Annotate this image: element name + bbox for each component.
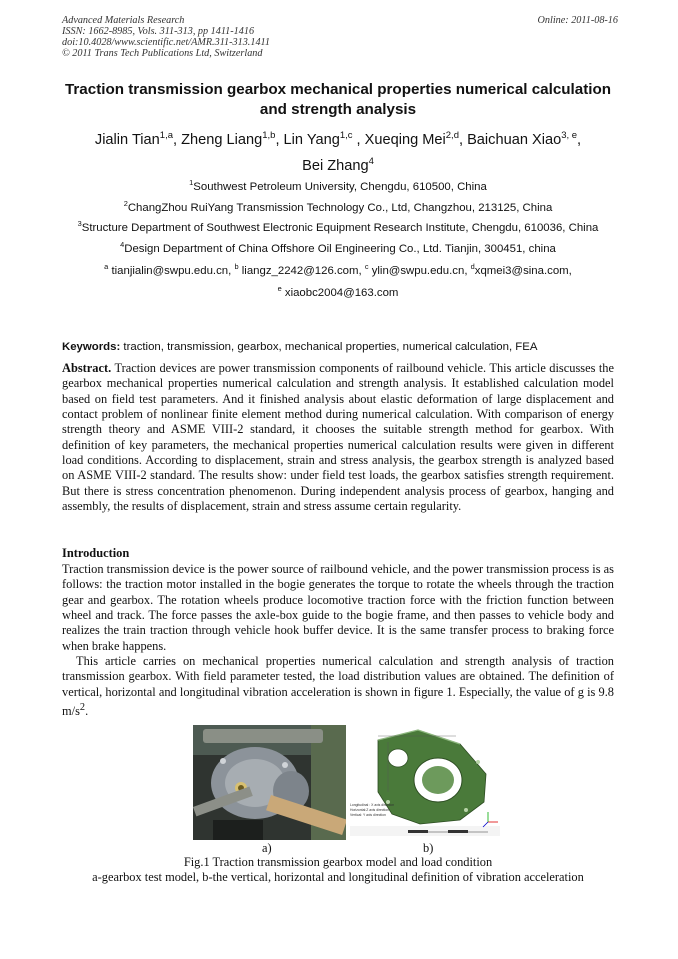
abstract-text: Traction devices are power transmission components of railbound vehicle. This article discusses the gearbox mechanical properties numerical calculation and strength analysis. It established calculation model based on field test parameters. And it finished analysis about elastic deformation of large displacement and contact problem of nonlinear finite element method during numerical calculation. With comparison of energy strength theory and ASME VIII-2 standard, it chooses the suitable strength method for gearbox. With definition of key parameters, the mechanical properties numerical calculation results were given in different load conditions. According to displacement, strain and stress analysis, the gearbox strength is analyzed based on ASME VIII-2 standard. The results show: under field test loads, the gearbox satisfies strength requirement. But there is stress concentration phenomenon. During independent analysis process of gearbox, hanging and assembly, the results of displacement, strain and stress assume certain regularity. [62, 361, 615, 514]
author-sup: 1,b [262, 130, 276, 142]
affiliation-sup: 3 [77, 219, 82, 229]
introduction [62, 562, 614, 720]
gearbox-photo-illustration [193, 725, 346, 840]
intro-heading: Introduction [62, 546, 130, 560]
email-line: $^a$ tianjialin@swpu.edu.cn, $^b$ liangz_2242@126.com, $^c$ ylin@swpu.edu.cn, $^d$xqmei3@sina.com, [104, 262, 572, 277]
keywords-text: traction, transmission, gearbox, mechanical properties, numerical calculation, FEA [123, 341, 538, 353]
intro-paragraph-1: Traction transmission device is the power source of railbound vehicle, and the power transmission process is as follows: the traction motor installed in the bogie generates the torque to rotate the wheels through the traction gear and gearbox. The rotation wheels produce locomotive traction force with the friction function between wheel and track. The force passes the axle-box guide to the bogie frame, and then passes to vehicle body and realizes the train traction through vehicle hook buffer device. It is the same transfer process to braking force when brake happens. [62, 562, 614, 653]
author-name: Jialin Tian [94, 132, 160, 148]
author-name: Bei Zhang [302, 158, 369, 174]
author-sup: 2,d [445, 130, 459, 142]
affiliation [62, 198, 614, 216]
journal-issn: ISSN: 1662-8985, Vols. 311-313, pp 1411-1416 [62, 26, 255, 37]
affiliation-sup: 2 [123, 198, 128, 208]
affiliation-text: Southwest Petroleum University, Chengdu, 610500, China [193, 181, 487, 193]
author-name: Xueqing Mei [364, 132, 446, 148]
affiliation [62, 221, 614, 236]
figure-sublabel-b: b) [423, 841, 434, 855]
email-link[interactable]: tianjialin@swpu.edu.cn [111, 265, 229, 277]
keywords [62, 340, 618, 355]
journal-doi: doi:10.4028/www.scientific.net/AMR.311-313.1411 [62, 37, 270, 48]
intro-period: . [85, 704, 89, 719]
author-name: Zheng Liang [181, 132, 263, 148]
affiliation-sup: 4 [120, 239, 125, 249]
affiliation-text: ChangZhou RuiYang Transmission Technology Co., Ltd, Changzhou, 213125, China [127, 201, 553, 214]
email-sup: a [104, 262, 109, 272]
fe-model-illustration [348, 722, 502, 840]
legend-longitudinal: Longitudinal : X axis direction [350, 803, 395, 807]
email-link[interactable]: xqmei3@sina.com [474, 265, 569, 277]
figure-a-gearbox-photo [193, 725, 346, 840]
legend-horizontal: Horizontal:Z axis direction [350, 808, 390, 812]
email-sup: e [277, 284, 282, 294]
author-name: Baichuan Xiao [467, 132, 562, 148]
intro-paragraph-2-text: This article carries on mechanical properties numerical calculation and strength analysis of traction transmission gearbox. With field parameter tested, the load distribution values are obtained. The definition of vertical, horizontal and longitudinal vibration acceleration is shown in figure 1. Especially, the value of g is 9.8 m/s [62, 654, 614, 719]
affiliation-text: Structure Department of Southwest Electronic Equipment Research Institute, Chengdu, 610036, China [81, 222, 599, 234]
keywords-label: Keywords: [62, 341, 121, 353]
legend-vertical: Vertical: Y axis direction [350, 813, 386, 817]
affiliation [62, 180, 614, 195]
email-link[interactable]: liangz_2242@126.com [241, 265, 359, 277]
intro-paragraph-2 [62, 654, 614, 720]
email-sup: d [470, 262, 475, 272]
intro-sup: 2 [79, 702, 86, 714]
figure-caption [62, 855, 614, 886]
figure-sublabel-a: a) [262, 841, 272, 855]
abstract [62, 361, 614, 514]
affiliations [62, 180, 614, 308]
paper-title: Traction transmission gearbox mechanical properties numerical calculation and strength analysis [64, 81, 612, 118]
caption-line-2: a-gearbox test model, b-the vertical, horizontal and longitudinal definition of vibration acceleration [92, 870, 584, 885]
affiliation [62, 239, 614, 257]
author-sup: 1,c [339, 130, 353, 142]
email-sup: b [234, 262, 239, 272]
email-link[interactable]: ylin@swpu.edu.cn [371, 265, 465, 277]
author-sup: 4 [368, 156, 374, 168]
journal-name: Advanced Materials Research [62, 15, 185, 26]
author-sup: 1,a [159, 130, 173, 142]
journal-header [62, 15, 618, 59]
affiliation-text: Design Department of China Offshore Oil Engineering Co., Ltd. Tianjin, 300451, china [124, 242, 556, 255]
caption-line-1: Fig.1 Traction transmission gearbox model and load condition [183, 855, 493, 869]
online-date: Online: 2011-08-16 [537, 15, 618, 26]
affiliation-sup: 1 [189, 178, 194, 188]
author-list: Jialin Tian$^{1,a}$, Zheng Liang$^{1,b}$, Lin Yang$^{1,c}$ , Xueqing Mei$^{2,d}$, Baichuan Xiao$^{3, e}$, Bei Zhang$^4$ [94, 130, 582, 174]
email-line [62, 286, 614, 301]
email-sup: c [364, 262, 369, 272]
journal-copyright: © 2011 Trans Tech Publications Ltd, Switzerland [62, 48, 263, 59]
author-sup: 3, e [561, 130, 578, 142]
email-list [62, 264, 614, 301]
figure-b-fe-model [348, 722, 502, 840]
abstract-label: Abstract. [62, 361, 112, 375]
email-link[interactable]: xiaobc2004@163.com [284, 287, 399, 299]
author-name: Lin Yang [283, 132, 340, 148]
